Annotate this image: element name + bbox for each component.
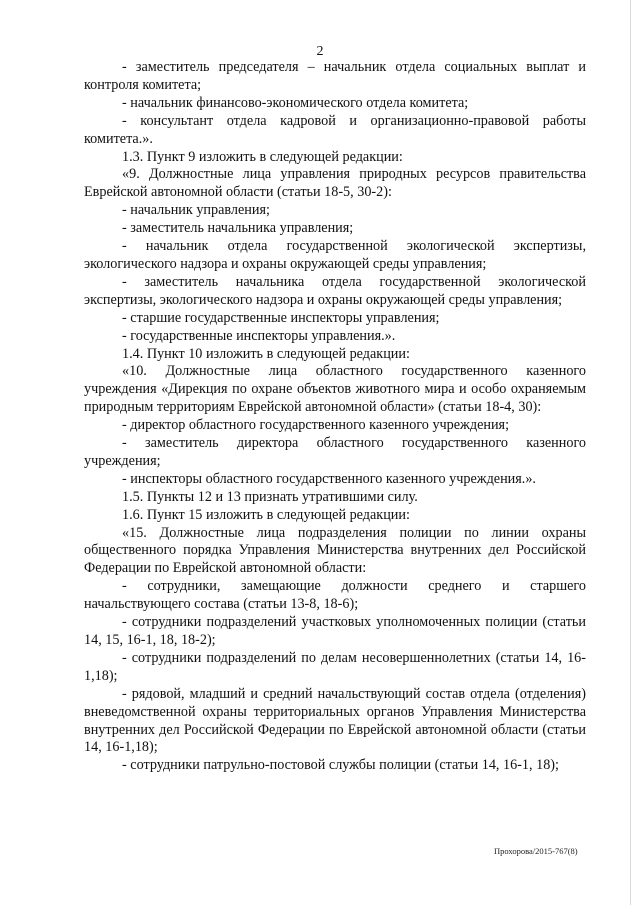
paragraph: 1.6. Пункт 15 изложить в следующей редакции: xyxy=(122,506,410,523)
paragraph: «9. Должностные лица управления природных ресурсов правительства Еврейской автономной области (статьи 18-5, 30-2): xyxy=(84,166,586,201)
paragraph: - рядовой, младший и средний начальствующий состав отдела (отделения) вневедомственной охраны территориальных органов Управления Министерства внутренних дел Российской Федерации по Еврейской автономной области (статьи 14, 16-1,18); xyxy=(84,685,586,756)
paragraph: - заместитель начальника отдела государственной экологической экспертизы, экологического надзора и охраны окружающей среды управления; xyxy=(84,273,586,308)
paragraph: - старшие государственные инспекторы управления; xyxy=(122,309,440,326)
paragraph: 1.4. Пункт 10 изложить в следующей редакции: xyxy=(122,345,410,362)
paragraph: - начальник управления; xyxy=(122,202,270,219)
paragraph: - заместитель председателя – начальник отдела социальных выплат и контроля комитета; xyxy=(84,59,586,93)
document-footer-code: Прохорова/2015-767(8) xyxy=(494,846,578,856)
paragraph: - инспекторы областного государственного казенного учреждения.». xyxy=(122,470,536,487)
paragraph: - государственные инспекторы управления.». xyxy=(122,327,396,344)
paragraph: «10. Должностные лица областного государственного казенного учреждения «Дирекция по охране объектов животного мира и особо охраняемым природным территориям Еврейской автономной области» (статьи 18-4, 30): xyxy=(84,363,586,416)
paragraph: - заместитель начальника управления; xyxy=(122,220,354,237)
paragraph: - сотрудники подразделений участковых уполномоченных полиции (статьи 14, 15, 16-1, 18, 18-2); xyxy=(84,614,586,648)
paragraph: - сотрудники патрульно-постовой службы полиции (статьи 14, 16-1, 18); xyxy=(122,757,559,774)
paragraph: «15. Должностные лица подразделения полиции по линии охраны общественного порядка Управления Министерства внутренних дел Российской Федерации по Еврейской автономной области: xyxy=(84,524,586,577)
paragraph: - сотрудники подразделений по делам несовершеннолетних (статьи 14, 16-1,18); xyxy=(84,649,586,684)
page-number: 2 xyxy=(316,44,324,59)
paragraph: - заместитель директора областного государственного казенного учреждения; xyxy=(84,435,586,469)
paragraph: - начальник отдела государственной экологической экспертизы, экологического надзора и охраны окружающей среды управления; xyxy=(84,238,586,272)
paragraph: - директор областного государственного казенного учреждения; xyxy=(122,417,510,434)
paragraph: 1.3. Пункт 9 изложить в следующей редакции: xyxy=(122,148,403,165)
paragraph: 1.5. Пункты 12 и 13 признать утратившими силу. xyxy=(122,488,418,505)
scan-edge-shadow xyxy=(630,0,631,905)
document-body xyxy=(84,59,586,775)
paragraph: - консультант отдела кадровой и организационно-правовой работы комитета.». xyxy=(84,112,586,147)
paragraph: - сотрудники, замещающие должности среднего и старшего начальствующего состава (статьи 13-8, 18-6); xyxy=(84,578,586,613)
paragraph: - начальник финансово-экономического отдела комитета; xyxy=(122,94,469,111)
